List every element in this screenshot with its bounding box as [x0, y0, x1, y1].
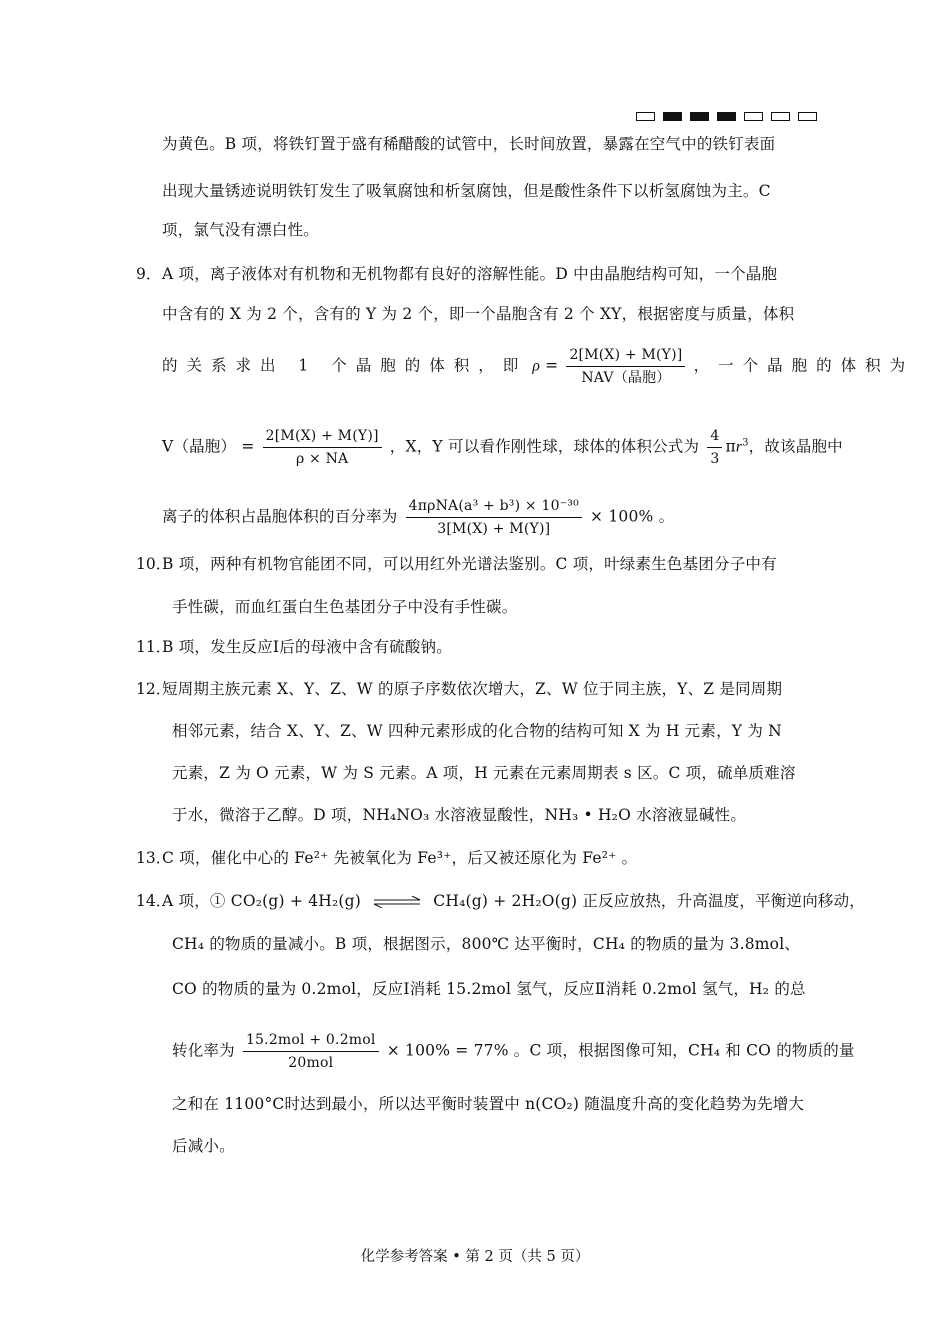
q12-line-4: 于水，微溶于乙醇。D 项，NH₄NO₃ 水溶液显酸性，NH₃ • H₂O 水溶液显碱性。	[172, 806, 747, 824]
q14-reaction-lhs: CO₂(g) + 4H₂(g)	[230, 892, 362, 910]
q9-line-4-text: ，X，Y 可以看作刚性球，球体的体积公式为	[389, 437, 700, 456]
q9-line-4: V（晶胞） = $\frac{2[M(X) + M(Y)]}{\rho \times NA}$ ，X，Y 可以看作刚性球，球体的体积公式为 $\frac{4}{3}$ $\pi r^3$，故该晶胞中	[162, 428, 843, 467]
q12-line-2: 相邻元素，结合 X、Y、Z、W 四种元素形成的化合物的结构可知 X 为 H 元素，Y 为 N	[172, 722, 782, 740]
cont-line-3: 项，氯气没有漂白性。	[162, 221, 320, 239]
q14-line-2: CH₄ 的物质的量减小。B 项，根据图示，800℃ 达平衡时，CH₄ 的物质的量为 3.8mol、	[172, 935, 801, 953]
q9-density-denominator: NAV（晶胞）	[581, 370, 671, 386]
q13-number: 13．	[136, 849, 172, 867]
q9-volume-denominator: ρ × NA	[295, 451, 349, 467]
q10-number: 10．	[136, 555, 172, 573]
header-box-empty	[636, 112, 655, 121]
q12-line-3: 元素，Z 为 O 元素，W 为 S 元素。A 项，H 元素在元素周期表 s 区。C 项，硫单质难溶	[172, 764, 796, 782]
equilibrium-arrow-icon	[372, 896, 422, 908]
q14-line-1-text: A 项，①	[162, 892, 226, 910]
q9-percent-denominator: 3[M(X) + M(Y)]	[437, 521, 551, 537]
q12-number: 12．	[136, 680, 172, 698]
q9-line-4-tail: ，故该晶胞中	[748, 437, 843, 456]
header-box-filled	[690, 112, 709, 121]
q9-density-fraction	[566, 346, 685, 387]
q9-sphere-fraction	[707, 427, 722, 468]
q9-line-1: A 项，离子液体对有机物和无机物都有良好的溶解性能。D 中由晶胞结构可知，一个晶胞	[162, 265, 778, 283]
q12-line-1: 短周期主族元素 X、Y、Z、W 的原子序数依次增大，Z、W 位于同主族，Y、Z 是同周期	[162, 680, 783, 698]
cont-line-2: 出现大量锈迹说明铁钉发生了吸氧腐蚀和析氢腐蚀，但是酸性条件下以析氢腐蚀为主。C	[162, 182, 771, 200]
q9-sphere-numerator: 4	[707, 427, 722, 448]
q14-line-1	[162, 891, 865, 911]
q9-percent-numerator: 4πρNA(a³ + b³) × 10⁻³⁰	[406, 497, 582, 518]
q10-line-1: B 项，两种有机物官能团不同，可以用红外光谱法鉴别。C 项，叶绿素生色基团分子中有	[162, 555, 777, 573]
page-footer: 化学参考答案 • 第 2 页（共 5 页）	[360, 1249, 590, 1265]
q14-line-5: 之和在 1100°C时达到最小，所以达平衡时装置中 n(CO₂) 随温度升高的变化趋势为先增大	[172, 1095, 805, 1113]
q11-line-1: B 项，发生反应Ⅰ后的母液中含有硫酸钠。	[162, 638, 452, 656]
q9-line-5-text: 离子的体积占晶胞体积的百分率为	[162, 507, 398, 526]
q9-line-3-text: 的关系求出 1 个晶胞的体积，即	[162, 356, 528, 375]
q13-line-1: C 项，催化中心的 Fe²⁺ 先被氧化为 Fe³⁺，后又被还原化为 Fe²⁺ 。	[162, 849, 638, 867]
header-box-empty	[798, 112, 817, 121]
header-box-filled	[717, 112, 736, 121]
q14-line-3: CO 的物质的量为 0.2mol，反应Ⅰ消耗 15.2mol 氢气，反应Ⅱ消耗 0.2mol 氢气，H₂ 的总	[172, 980, 806, 998]
q9-volume-lhs: V（晶胞） =	[162, 437, 255, 456]
q9-line-5	[162, 497, 674, 538]
q9-percent-fraction	[406, 497, 582, 538]
header-box-filled	[663, 112, 682, 121]
q9-volume-fraction	[263, 427, 382, 468]
q9-line-5-tail: × 100% 。	[590, 507, 675, 526]
header-box-indicator	[636, 112, 817, 121]
q9-line-3-tail: ，一个晶胞的体积为	[693, 356, 915, 375]
q14-line-1-tail: 正反应放热，升高温度，平衡逆向移动，	[582, 892, 866, 910]
q9-line-3: 的关系求出 1 个晶胞的体积，即 ρ = $\frac{2[M(X) + M(Y)]}{\text{NAV（晶胞）}}$ ，一个晶胞的体积为	[162, 347, 915, 386]
q14-reaction-rhs: CH₄(g) + 2H₂O(g)	[433, 892, 578, 910]
cont-line-1: 为黄色。B 项，将铁钉置于盛有稀醋酸的试管中，长时间放置，暴露在空气中的铁钉表面	[162, 135, 776, 153]
q14-conversion-denominator: 20mol	[288, 1055, 334, 1071]
header-box-empty	[771, 112, 790, 121]
q14-line-4-tail: × 100% = 77% 。C 项，根据图像可知，CH₄ 和 CO 的物质的量	[386, 1041, 855, 1060]
q14-line-4-text: 转化率为	[172, 1041, 235, 1060]
q14-number: 14．	[136, 892, 172, 910]
q14-line-6: 后减小。	[172, 1137, 235, 1155]
q14-line-4	[172, 1031, 855, 1072]
q14-conversion-fraction	[243, 1031, 379, 1072]
q10-line-2: 手性碳，而血红蛋白生色基团分子中没有手性碳。	[172, 598, 518, 616]
q11-number: 11．	[136, 638, 172, 656]
q9-sphere-denominator: 3	[710, 451, 720, 467]
q9-number: 9．	[136, 265, 162, 283]
q14-conversion-numerator: 15.2mol + 0.2mol	[243, 1031, 379, 1052]
header-box-empty	[744, 112, 763, 121]
q9-density-numerator: 2[M(X) + M(Y)]	[566, 346, 685, 367]
q9-line-2: 中含有的 X 为 2 个，含有的 Y 为 2 个，即一个晶胞含有 2 个 XY，根据密度与质量，体积	[162, 305, 795, 323]
q9-volume-numerator: 2[M(X) + M(Y)]	[263, 427, 382, 448]
